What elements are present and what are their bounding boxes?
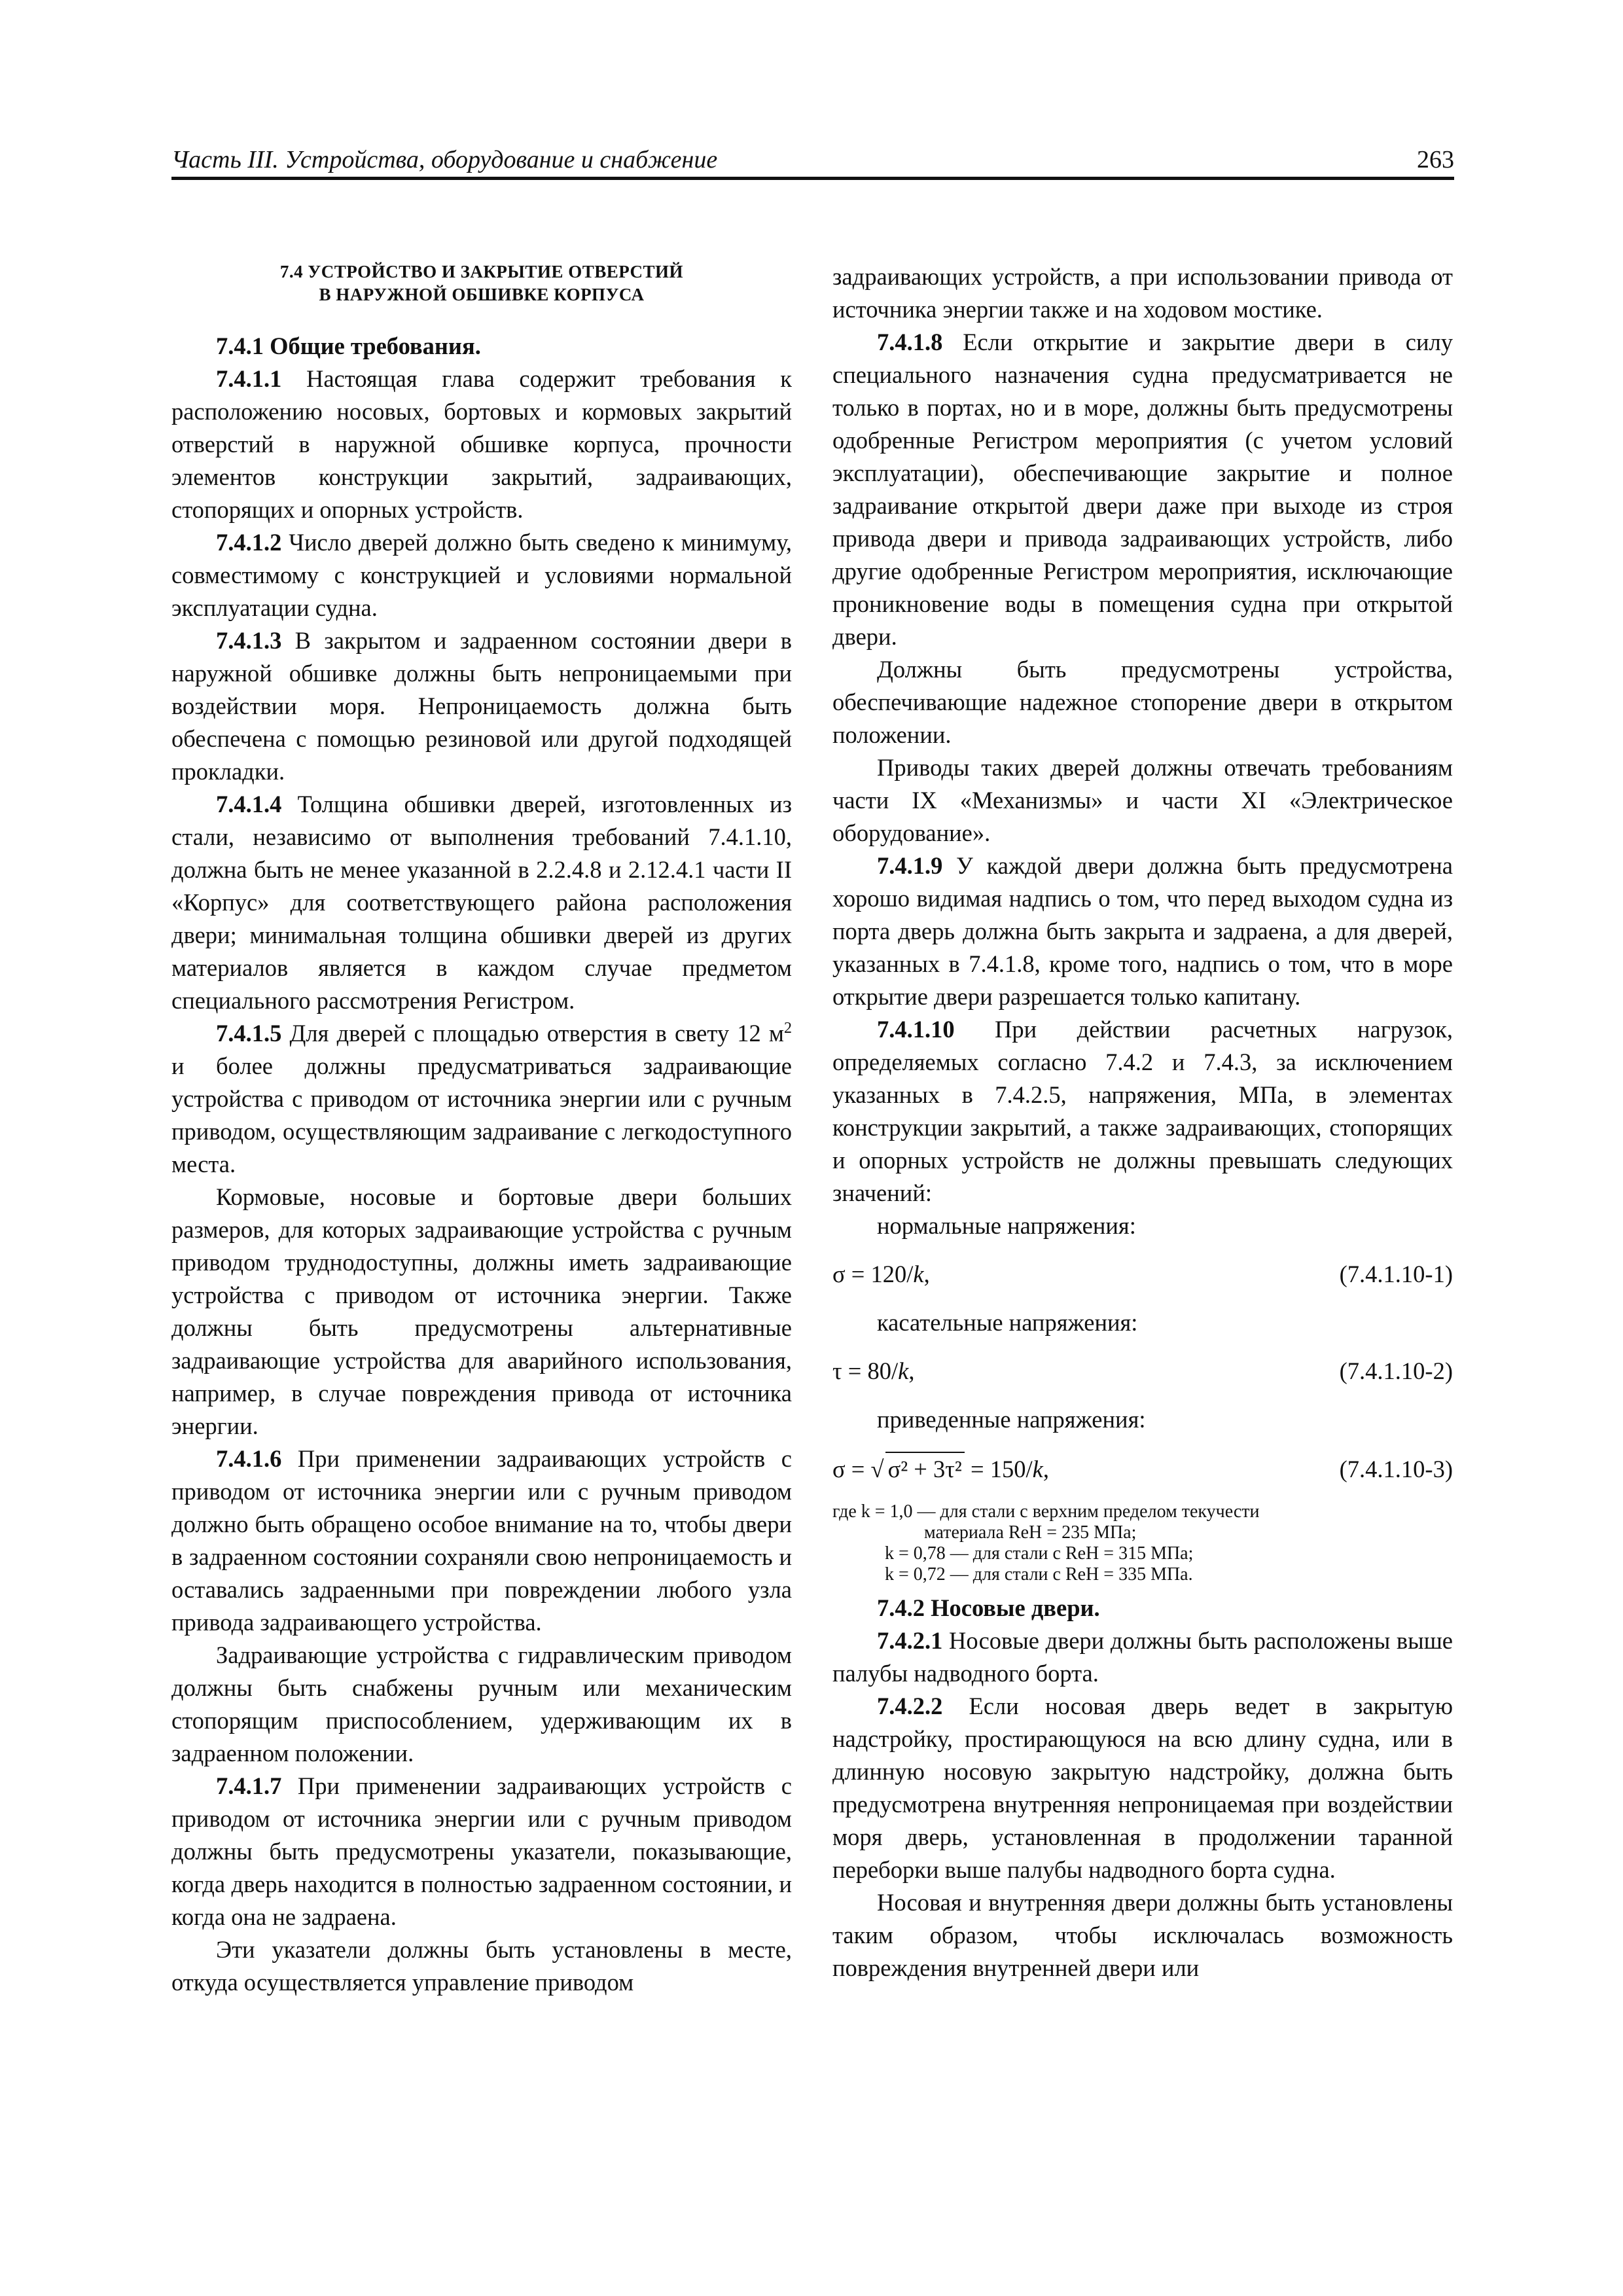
clause-number: 7.4.1.4	[216, 791, 282, 817]
paragraph-7-4-1-6	[171, 1443, 792, 1639]
clause-number: 7.4.2.2	[877, 1693, 943, 1719]
formula-k: k	[913, 1261, 924, 1287]
subsection-heading-7-4-2: 7.4.2 Носовые двери.	[877, 1594, 1100, 1621]
paragraph-7-4-1-5	[171, 1017, 792, 1181]
paragraph-text: и более должны предусматриваться задраивающие устройства с приводом от источника энергии или с ручным приводом, осуществляющим задраивание с легкодоступного места.	[171, 1052, 792, 1177]
paragraph-7-4-1-1	[171, 363, 792, 526]
formula-label-reduced: приведенные напряжения:	[877, 1406, 1146, 1433]
paragraph-text: Настоящая глава содержит требования к расположению носовых, бортовых и кормовых закрытий отверстий в наружной обшивке корпуса, прочности элементов конструкции закрытий, задраивающих, стопорящих и опорных устройств.	[171, 365, 792, 523]
formula-k: k	[898, 1357, 909, 1384]
clause-number: 7.4.2.1	[877, 1627, 943, 1654]
formula-end: ,	[908, 1357, 915, 1384]
clause-number: 7.4.1.9	[877, 852, 943, 879]
formula-7-4-1-10-2	[832, 1355, 1453, 1388]
paragraph-text: У каждой двери должна быть предусмотрена хорошо видимая надпись о том, что перед выходом судна из порта дверь должна быть закрыта и задраена, а для дверей, указанных в 7.4.1.8, кроме того, надпись о том, что в море открытие двери разрешается только капитану.	[832, 852, 1453, 1010]
note-line: где k = 1,0 — для стали с верхним пределом текучести	[832, 1501, 1260, 1522]
formula-lhs: σ = 120/	[832, 1261, 914, 1287]
radical-sign: √	[870, 1456, 884, 1482]
paragraph-drives: Приводы таких дверей должны отвечать требованиям части IX «Механизмы» и части XI «Электрическое оборудование».	[832, 754, 1453, 846]
note-line: k = 0,78 — для стали с ReH = 315 МПа;	[885, 1543, 1194, 1564]
paragraph-continued: задраивающих устройств, а при использовании привода от источника энергии также и на ходовом мостике.	[832, 263, 1453, 323]
paragraph-7-4-1-10	[832, 1013, 1453, 1210]
paragraph-text: При применении задраивающих устройств с приводом от источника энергии или с ручным приводом должны быть предусмотрены указатели, показывающие, когда дверь находится в полностью задраенном состоянии, и когда она не задраена.	[171, 1772, 792, 1930]
superscript: 2	[784, 1019, 792, 1037]
paragraph-text: При применении задраивающих устройств с приводом от источника энергии или с ручным приводом должно быть обращено особое внимание на то, чтобы двери в задраенном состоянии сохраняли свою непроницаемость и оставались задраенными при повреждении любого узла привода задраивающего устройства.	[171, 1445, 792, 1636]
paragraph-7-4-2-1	[832, 1624, 1453, 1690]
running-head	[171, 139, 1454, 178]
formula-expression	[832, 1258, 930, 1291]
formula-label-shear: касательные напряжения:	[877, 1309, 1138, 1336]
formula-notes	[832, 1501, 1453, 1585]
paragraph-7-4-1-8	[832, 326, 1453, 653]
formula-k: k	[1032, 1456, 1043, 1482]
right-column	[832, 260, 1453, 1984]
clause-number: 7.4.1.2	[216, 529, 282, 556]
paragraph-7-4-2-2	[832, 1690, 1453, 1886]
paragraph-text: Для дверей с площадью отверстия в свету 12 м	[281, 1020, 784, 1047]
paragraph-text: При действии расчетных нагрузок, определяемых согласно 7.4.2 и 7.4.3, за исключением указанных в 7.4.2.5, напряжения, МПа, в элементах конструкции закрытий, а также задраивающих, стопорящих и опорных устройств не должны превышать следующих значений:	[832, 1016, 1453, 1206]
section-title-line-1: 7.4 УСТРОЙСТВО И ЗАКРЫТИЕ ОТВЕРСТИЙ	[279, 262, 684, 281]
formula-lhs: τ = 80/	[832, 1357, 899, 1384]
clause-number: 7.4.1.10	[877, 1016, 955, 1043]
formula-rhs: = 150/	[964, 1456, 1033, 1482]
paragraph-7-4-1-4	[171, 788, 792, 1017]
running-title: Часть III. Устройства, оборудование и снабжение	[171, 146, 718, 173]
paragraph-7-4-1-7	[171, 1770, 792, 1933]
left-column	[171, 260, 792, 1999]
paragraph-7-4-1-9	[832, 850, 1453, 1013]
clause-number: 7.4.1.1	[216, 365, 282, 392]
formula-expression	[832, 1452, 1049, 1486]
formula-lhs: σ =	[832, 1456, 871, 1482]
paragraph-text: Число дверей должно быть сведено к минимуму, совместимому с конструкцией и условиями нормальной эксплуатации судна.	[171, 529, 792, 621]
paragraph-locking: Должны быть предусмотрены устройства, обеспечивающие надежное стопорение двери в открытом положении.	[832, 656, 1453, 748]
page-number: 263	[1417, 146, 1454, 173]
formula-number: (7.4.1.10-3)	[1339, 1456, 1453, 1482]
paragraph-indicators: Эти указатели должны быть установлены в месте, откуда осуществляется управление приводом	[171, 1936, 792, 1996]
section-title	[171, 260, 792, 306]
clause-number: 7.4.1.6	[216, 1445, 282, 1472]
formula-number: (7.4.1.10-1)	[1339, 1261, 1453, 1287]
formula-label-normal: нормальные напряжения:	[877, 1212, 1136, 1239]
formula-7-4-1-10-1	[832, 1258, 1453, 1291]
paragraph-text: Толщина обшивки дверей, изготовленных из стали, независимо от выполнения требований 7.4.1.10, должна быть не менее указанной в 2.2.4.8 и 2.12.4.1 части II «Корпус» для соответствующего района расположения двери; минимальная толщина обшивки дверей из других материалов является в каждом случае предметом специального рассмотрения Регистром.	[171, 791, 792, 1014]
paragraph-large-doors: Кормовые, носовые и бортовые двери больших размеров, для которых задраивающие устройства с ручным приводом труднодоступны, должны иметь задраивающие устройства с приводом от источника энергии. Также должны быть предусмотрены альтернативные задраивающие устройства для аварийного использования, например, в случае повреждения привода от источника энергии.	[171, 1183, 792, 1439]
paragraph-text: Если носовая дверь ведет в закрытую надстройку, простирающуюся на всю длину судна, или в длинную носовую закрытую надстройку, должна быть предусмотрена внутренняя непроницаемая при воздействии моря дверь, установленная в продолжении таранной переборки выше палубы надводного борта судна.	[832, 1693, 1453, 1883]
paragraph-inner-door: Носовая и внутренняя двери должны быть установлены таким образом, чтобы исключалась возможность повреждения внутренней двери или	[832, 1889, 1453, 1981]
note-line: материала ReH = 235 МПа;	[924, 1522, 1137, 1543]
note-line: k = 0,72 — для стали с ReH = 335 МПа.	[885, 1564, 1193, 1585]
formula-end: ,	[1043, 1456, 1049, 1482]
paragraph-7-4-1-2	[171, 526, 792, 624]
subsection-heading-7-4-1: 7.4.1 Общие требования.	[216, 332, 481, 359]
section-title-line-2: В НАРУЖНОЙ ОБШИВКЕ КОРПУСА	[319, 285, 645, 304]
paragraph-text: В закрытом и задраенном состоянии двери в наружной обшивке должны быть непроницаемыми при воздействии моря. Непроницаемость должна быть обеспечена с помощью резиновой или другой подходящей прокладки.	[171, 627, 792, 785]
paragraph-hydraulic: Задраивающие устройства с гидравлическим приводом должны быть снабжены ручным или механическим стопорящим приспособлением, удерживающим их в задраенном положении.	[171, 1641, 792, 1767]
clause-number: 7.4.1.3	[216, 627, 282, 654]
formula-end: ,	[923, 1261, 930, 1287]
radicand: σ² + 3τ²	[885, 1452, 965, 1486]
paragraph-7-4-1-3	[171, 624, 792, 788]
clause-number: 7.4.1.8	[877, 329, 943, 355]
formula-expression	[832, 1355, 914, 1388]
paragraph-text: Если открытие и закрытие двери в силу специального назначения судна предусматривается не только в портах, но и в море, должны быть предусмотрены одобренные Регистром мероприятия (с учетом условий эксплуатации), обеспечивающие закрытие и полное задраивание открытой двери даже при выходе из строя привода двери и привода задраивающих устройств, либо другие одобренные Регистром мероприятия, исключающие проникновение воды в помещения судна при открытой двери.	[832, 329, 1453, 650]
paragraph-text: Носовые двери должны быть расположены выше палубы надводного борта.	[832, 1627, 1453, 1687]
header-rule	[171, 177, 1454, 180]
formula-7-4-1-10-3	[832, 1452, 1453, 1486]
clause-number: 7.4.1.7	[216, 1772, 282, 1799]
clause-number: 7.4.1.5	[216, 1020, 282, 1047]
formula-number: (7.4.1.10-2)	[1339, 1357, 1453, 1384]
